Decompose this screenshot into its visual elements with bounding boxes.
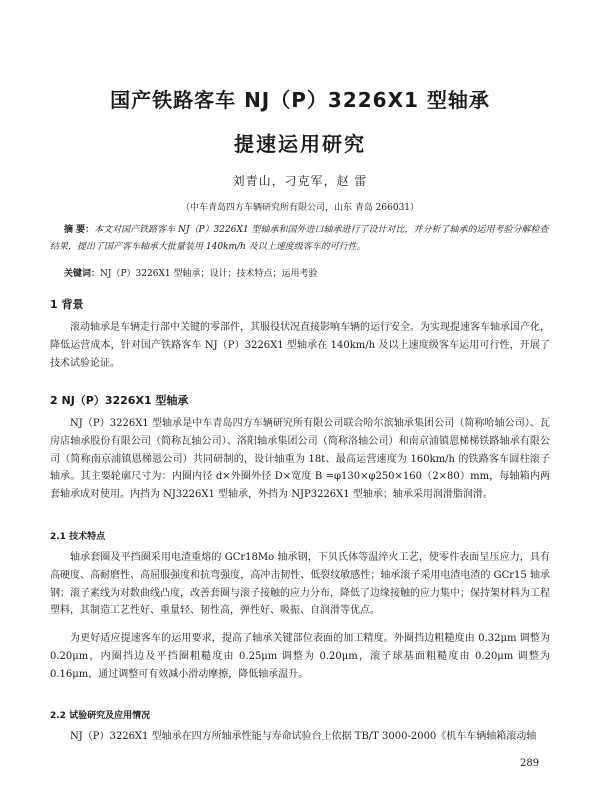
- section-test-research-text: NJ（P）3226X1 型轴承在四方所轴承性能与寿命试验台上依据 TB/T 3000-2000《机车车辆轴箱滚动轴: [70, 731, 537, 742]
- abstract: [50, 222, 550, 256]
- affiliation: （中车青岛四方车辆研究所有限公司，山东 青岛 266031）: [180, 203, 420, 213]
- paper-title-line2: 提速运用研究: [234, 132, 366, 156]
- section-technical-features-text: 轴承套圈及平挡圈采用电渣重熔的 GCr18Mo 轴承钢，下贝氏体等温淬火工艺，使零件表面呈压应力，具有高硬度、高耐磨性、高屈服强度和抗弯强度，高冲击韧性、低裂纹敏感性；轴承滚子采用电渣电渣的 GCr15 轴承钢；滚子素线为对数曲线凸度，改善套圈与滚子接触的应力分布，降低了边缘接触的应力集中；保持架材料为工程塑料，其制造工艺性好、重量轻、韧性高，弹性好、吸振、自润滑等优点。: [50, 552, 550, 617]
- abstract-text: 本文对国产铁路客车 NJ（P）3226X1 型轴承和国外进口轴承进行了设计对比，并分析了轴承的运用考验分解检查结果，提出了国产客车轴承大批量装用 140km/h 及以上速度级客车的可行性。: [50, 225, 549, 252]
- section-heading-bearing: 2 NJ（P）3226X1 型轴承: [50, 394, 189, 407]
- section-background-text: 滚动轴承是车辆走行部中关键的零部件，其服役状况直接影响车辆的运行安全。为实现提速客车轴承国产化，降低运营成本，针对国产铁路客车 NJ（P）3226X1 型轴承在 140km/h 及以上速度级客车运用可行性，开展了技术试验论证。: [50, 322, 550, 369]
- section-heading-background: 1 背景: [50, 298, 84, 311]
- section-precision-text: 为更好适应提速客车的运用要求，提高了轴承关键部位表面的加工精度。外圈挡边粗糙度由 0.32μm 调整为 0.20μm，内圈挡边及平挡圈粗糙度由 0.25μm 调整为 0.20μm，滚子球基面粗糙度由 0.20μm 调整为 0.16μm，通过调整可有效减小滑动摩擦，降低轴承温升。: [50, 633, 550, 680]
- page-number: 289: [520, 758, 540, 769]
- keywords-text: NJ（P）3226X1 型轴承；设计；技术特点；运用考验: [100, 269, 318, 279]
- authors: 刘青山，刁克军，赵 雷: [232, 174, 368, 188]
- section-heading-test-research: 2.2 试验研究及应用情况: [50, 711, 151, 721]
- abstract-label: 摘 要：: [64, 225, 95, 235]
- section-heading-technical-features: 2.1 技术特点: [50, 532, 106, 542]
- keywords: [64, 266, 550, 279]
- section-bearing-text: NJ（P）3226X1 型轴承是中车青岛四方车辆研究所有限公司联合哈尔滨轴承集团公司（简称哈轴公司）、瓦房店轴承股份有限公司（简称瓦轴公司）、洛阳轴承集团公司（简称洛轴公司）和南京浦镇恩梯梯铁路轴承有限公司（简称南京浦镇恩梯恩公司）共同研制的，设计轴重为 18t、最高运营速度为 160km/h 的铁路客车圆柱滚子轴承。其主要轮廓尺寸为：内圈内径 d×外圈外径 D×宽度 B =φ130×φ250×160（2×80）mm，每轴箱内两套轴承成对使用。内挡为 NJ3226X1 型轴承，外挡为 NJP3226X1 型轴承；轴承采用润滑脂润滑。: [50, 418, 550, 501]
- keywords-label: 关键词：: [64, 269, 101, 279]
- paper-title-line1: 国产铁路客车 NJ（P）3226X1 型轴承: [110, 88, 490, 112]
